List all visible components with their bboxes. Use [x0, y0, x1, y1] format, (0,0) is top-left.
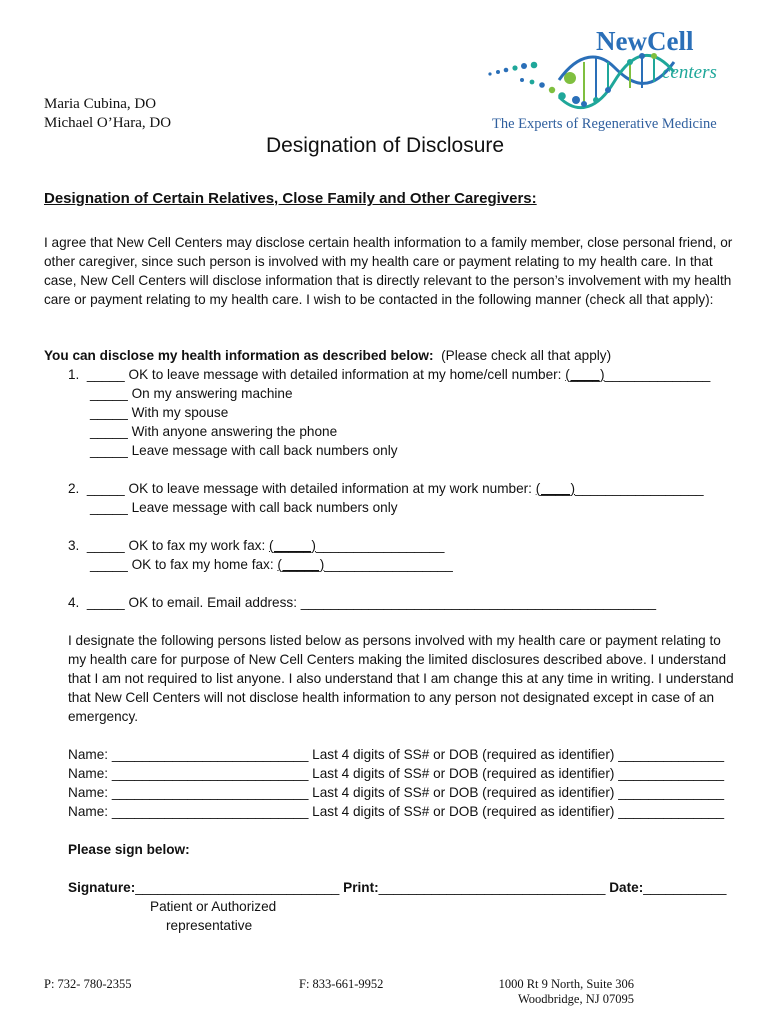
checkbox-blank-callback-home[interactable]: _____ — [90, 443, 128, 458]
option-number: 3. — [68, 538, 80, 553]
email-address-blank[interactable]: _______________________________________________ — [300, 595, 657, 610]
person-row — [68, 802, 724, 821]
brand-subname: centers — [662, 62, 717, 83]
option-number: 2. — [68, 481, 80, 496]
page-title: Designation of Disclosure — [265, 134, 505, 157]
work-number-blank[interactable]: _________________ — [575, 481, 704, 496]
name-blank[interactable]: __________________________ — [111, 785, 309, 800]
footer-phone: P: 732- 780-2355 — [44, 977, 132, 991]
work-fax-field[interactable]: (_____) — [269, 538, 316, 553]
name-label: Name: — [68, 804, 112, 819]
doctor-name: Michael O’Hara, DO — [44, 115, 172, 131]
option-label: OK to fax my home fax: — [127, 557, 278, 572]
option-home-cell-row — [68, 365, 710, 384]
option-email-row — [68, 593, 656, 612]
option-work-fax-row — [68, 536, 444, 555]
signature-blank[interactable]: ___________________________ — [135, 880, 340, 895]
option-label: OK to leave message with detailed information at my home/cell number: — [124, 367, 566, 382]
signature-row — [68, 878, 726, 897]
option-label: With my spouse — [127, 405, 229, 420]
home-cell-number-field[interactable]: (____) — [565, 367, 605, 382]
work-fax-blank[interactable]: _________________ — [315, 538, 445, 553]
checkbox-blank-work-fax[interactable]: _____ — [86, 538, 125, 553]
identifier-label: Last 4 digits of SS# or DOB (required as identifier) — [308, 804, 619, 819]
identifier-blank[interactable]: ______________ — [618, 804, 725, 819]
signer-note: Patient or Authorized — [150, 899, 277, 914]
checkbox-blank-home-cell[interactable]: _____ — [86, 367, 125, 382]
option-spouse-row — [90, 403, 228, 422]
name-label: Name: — [68, 785, 112, 800]
name-blank[interactable]: __________________________ — [111, 804, 309, 819]
dna-logo-icon — [484, 22, 734, 132]
option-callback-work-row — [90, 498, 398, 517]
work-number-field[interactable]: (____) — [535, 481, 576, 496]
home-cell-number-blank[interactable]: ______________ — [604, 367, 711, 382]
disclose-note: (Please check all that apply) — [441, 348, 612, 363]
newcell-logo — [484, 22, 734, 132]
home-fax-field[interactable]: (_____) — [277, 557, 325, 572]
option-number: 4. — [68, 595, 80, 610]
intro-paragraph: I agree that New Cell Centers may disclose certain health information to a family member, close personal friend, or other caregiver, since such person is involved with my health care or payment relating to my health care. In that case, New Cell Centers will disclose information that is directly relevant to the person’s involvement with my health care or payment relating to my health care. I wish to be contacted in the following manner (check all that apply): — [44, 235, 733, 307]
checkbox-blank-callback-work[interactable]: _____ — [90, 500, 128, 515]
signer-note: representative — [166, 918, 253, 933]
signature-label: Signature: — [68, 880, 136, 895]
name-label: Name: — [68, 766, 112, 781]
option-label: Leave message with call back numbers only — [127, 500, 398, 515]
brand-name: NewCell — [596, 26, 694, 56]
section-heading: Designation of Certain Relatives, Close Family and Other Caregivers: — [44, 190, 537, 207]
option-label: OK to leave message with detailed information at my work number: — [124, 481, 536, 496]
print-blank[interactable]: ______________________________ — [378, 880, 606, 895]
identifier-label: Last 4 digits of SS# or DOB (required as identifier) — [308, 747, 619, 762]
option-anyone-row — [90, 422, 337, 441]
checkbox-blank-answering-machine[interactable]: _____ — [90, 386, 128, 401]
name-label: Name: — [68, 747, 112, 762]
disclose-heading-row — [44, 346, 611, 365]
identifier-blank[interactable]: ______________ — [618, 766, 725, 781]
designate-paragraph: I designate the following persons listed below as persons involved with my health care or payment relating to my health care for purpose of New Cell Centers making the limited disclosures described above. I understand that I am not required to list anyone. I also understand that I am change this at any time in writing. I understand that New Cell Centers will not disclose health information to any person not designated except in case of an emergency. — [68, 633, 734, 724]
person-row — [68, 783, 724, 802]
checkbox-blank-spouse[interactable]: _____ — [90, 405, 128, 420]
doctor-list — [44, 95, 171, 133]
brand-tagline: The Experts of Regenerative Medicine — [492, 116, 717, 132]
date-blank[interactable]: ___________ — [643, 880, 727, 895]
person-row — [68, 745, 724, 764]
disclose-heading: You can disclose my health information as described below: — [44, 348, 434, 363]
footer-fax: F: 833-661-9952 — [299, 977, 384, 991]
identifier-blank[interactable]: ______________ — [618, 747, 725, 762]
sign-heading: Please sign below: — [68, 842, 190, 857]
checkbox-blank-home-fax[interactable]: _____ — [90, 557, 128, 572]
option-label: With anyone answering the phone — [127, 424, 338, 439]
address-line: 1000 Rt 9 North, Suite 306 — [498, 977, 634, 991]
date-label: Date: — [605, 880, 644, 895]
option-callback-home-row — [90, 441, 398, 460]
doctor-name: Maria Cubina, DO — [44, 96, 157, 112]
home-fax-blank[interactable]: _________________ — [324, 557, 453, 572]
identifier-blank[interactable]: ______________ — [618, 785, 725, 800]
checkbox-blank-email[interactable]: _____ — [86, 595, 125, 610]
footer-address — [490, 977, 634, 1007]
option-label: OK to email. Email address: — [124, 595, 301, 610]
name-blank[interactable]: __________________________ — [111, 747, 309, 762]
checkbox-blank-work[interactable]: _____ — [86, 481, 125, 496]
option-label: OK to fax my work fax: — [124, 538, 269, 553]
option-number: 1. — [68, 367, 80, 382]
option-home-fax-row — [90, 555, 453, 574]
print-label: Print: — [339, 880, 379, 895]
identifier-label: Last 4 digits of SS# or DOB (required as identifier) — [308, 766, 619, 781]
option-label: Leave message with call back numbers only — [127, 443, 398, 458]
option-label: On my answering machine — [127, 386, 293, 401]
address-line: Woodbridge, NJ 07095 — [518, 992, 634, 1006]
checkbox-blank-anyone[interactable]: _____ — [90, 424, 128, 439]
name-blank[interactable]: __________________________ — [111, 766, 309, 781]
identifier-label: Last 4 digits of SS# or DOB (required as identifier) — [308, 785, 619, 800]
option-work-number-row — [68, 479, 704, 498]
option-answering-machine-row — [90, 384, 293, 403]
person-row — [68, 764, 724, 783]
